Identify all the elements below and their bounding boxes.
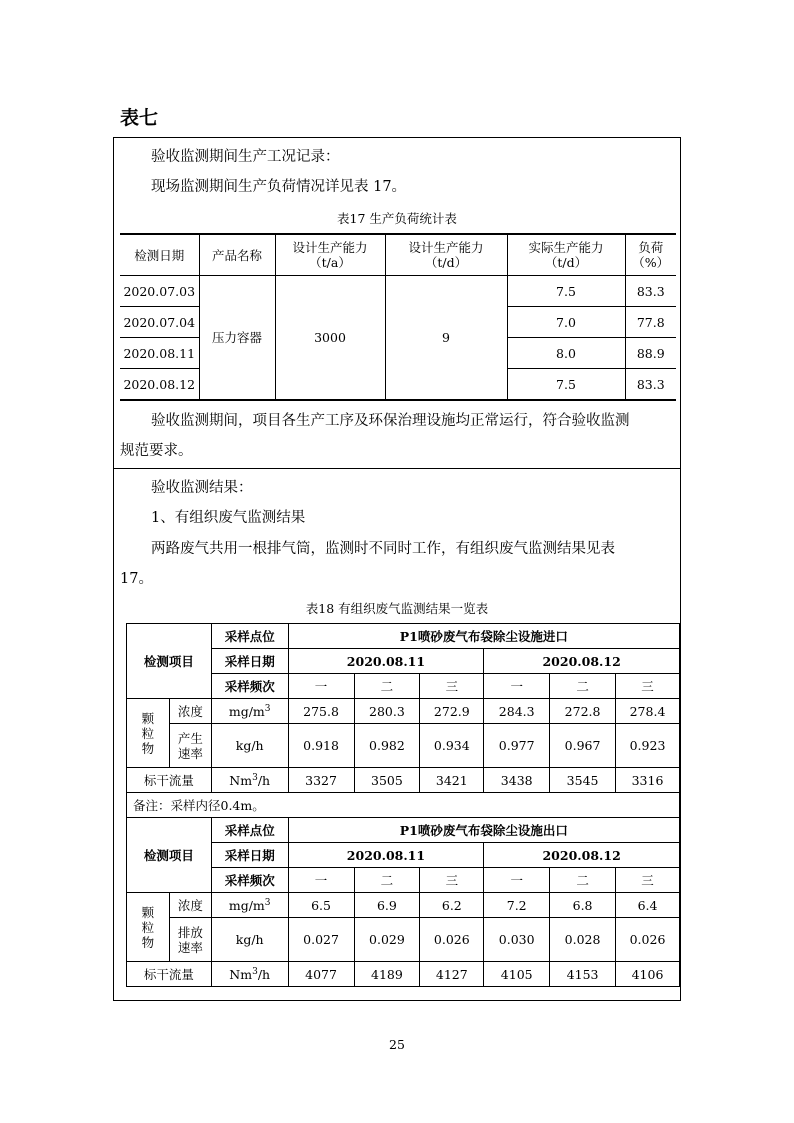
header-product: 产品名称 [199, 234, 275, 276]
header-date: 检测日期 [120, 234, 199, 276]
concentration-unit: $mg/m^3$ [211, 893, 288, 918]
inlet-flow-row [127, 768, 680, 793]
paragraph-operation-line2: 规范要求。 [120, 443, 193, 459]
rate-unit: kg/h [211, 724, 288, 768]
value-cell: 3438 [484, 768, 550, 793]
design-capacity-ta: 3000 [275, 276, 385, 401]
sample-date-label: 采样日期 [211, 843, 288, 868]
row-date: 2020.07.04 [120, 307, 199, 338]
paragraph-exhaust-line2: 17。 [120, 571, 153, 587]
flow-label: 标干流量 [127, 768, 212, 793]
value-cell: 4106 [616, 962, 680, 987]
value-cell: 0.027 [288, 918, 354, 962]
particulate-label: 颗 粒 物 [127, 699, 170, 768]
inlet-point-row [127, 624, 680, 649]
header-design-ta: 设计生产能力 （t/a） [275, 234, 385, 276]
flow-label: 标干流量 [127, 962, 212, 987]
row-date: 2020.08.12 [120, 369, 199, 401]
value-cell: 278.4 [616, 699, 680, 724]
table-row [120, 276, 676, 307]
value-cell: 0.982 [354, 724, 420, 768]
freq-cell: 三 [420, 868, 484, 893]
sample-point-label: 采样点位 [211, 624, 288, 649]
outlet-rate-row [127, 918, 680, 962]
row-date: 2020.07.03 [120, 276, 199, 307]
concentration-label: 浓度 [169, 893, 211, 918]
outlet-point-row [127, 818, 680, 843]
rate-label: 产生 速率 [169, 724, 211, 768]
paragraph-load-reference: 现场监测期间生产负荷情况详见表 17。 [151, 179, 407, 195]
value-cell: 6.9 [354, 893, 420, 918]
header-load: 负荷 （%） [625, 234, 676, 276]
value-cell: 4077 [288, 962, 354, 987]
freq-cell: 一 [288, 674, 354, 699]
freq-cell: 二 [354, 868, 420, 893]
row-load: 88.9 [625, 338, 676, 369]
value-cell: 0.028 [550, 918, 616, 962]
value-cell: 3316 [616, 768, 680, 793]
row-actual: 8.0 [507, 338, 625, 369]
row-actual: 7.0 [507, 307, 625, 338]
value-cell: 0.030 [484, 918, 550, 962]
flow-unit: Nm$^3$/h [211, 962, 288, 987]
page-number: 25 [389, 1037, 405, 1052]
value-cell: 6.4 [616, 893, 680, 918]
section-title: 表七 [120, 107, 159, 129]
organized-gas-results-table [126, 623, 680, 987]
row-load: 77.8 [625, 307, 676, 338]
concentration-label: 浓度 [169, 699, 211, 724]
rate-label: 排放 速率 [169, 918, 211, 962]
value-cell: 0.923 [616, 724, 680, 768]
value-cell: 4153 [550, 962, 616, 987]
freq-cell: 一 [484, 674, 550, 699]
sampling-note: 备注：采样内径0.4m。 [127, 793, 680, 818]
sample-point-label: 采样点位 [211, 818, 288, 843]
paragraph-production-record: 验收监测期间生产工况记录： [151, 149, 340, 165]
inlet-concentration-row [127, 699, 680, 724]
flow-unit: Nm$^3$/h [211, 768, 288, 793]
particulate-label: 颗 粒 物 [127, 893, 170, 962]
row-load: 83.3 [625, 276, 676, 307]
value-cell: 0.934 [420, 724, 484, 768]
value-cell: 272.8 [550, 699, 616, 724]
product-name: 压力容器 [199, 276, 275, 401]
value-cell: 7.2 [484, 893, 550, 918]
header-actual: 实际生产能力 （t/d） [507, 234, 625, 276]
value-cell: 280.3 [354, 699, 420, 724]
value-cell: 3505 [354, 768, 420, 793]
value-cell: 4105 [484, 962, 550, 987]
freq-cell: 二 [550, 674, 616, 699]
paragraph-organized-gas-heading: 1、有组织废气监测结果 [151, 510, 306, 526]
row-load: 83.3 [625, 369, 676, 401]
design-capacity-td: 9 [385, 276, 507, 401]
freq-cell: 一 [288, 868, 354, 893]
value-cell: 275.8 [288, 699, 354, 724]
freq-cell: 二 [550, 868, 616, 893]
outlet-sample-point: P1喷砂废气布袋除尘设施出口 [288, 818, 679, 843]
inlet-rate-row [127, 724, 680, 768]
table18-caption: 表18 有组织废气监测结果一览表 [305, 601, 489, 616]
value-cell: 0.026 [420, 918, 484, 962]
value-cell: 0.967 [550, 724, 616, 768]
value-cell: 3545 [550, 768, 616, 793]
date-cell: 2020.08.12 [484, 843, 680, 868]
paragraph-operation-line1: 验收监测期间，项目各生产工序及环保治理设施均正常运行，符合验收监测 [151, 413, 630, 429]
row-date: 2020.08.11 [120, 338, 199, 369]
outlet-flow-row [127, 962, 680, 987]
sample-freq-label: 采样频次 [211, 674, 288, 699]
item-label: 检测项目 [127, 818, 212, 893]
content-frame [113, 137, 681, 1001]
freq-cell: 三 [420, 674, 484, 699]
value-cell: 0.029 [354, 918, 420, 962]
value-cell: 6.5 [288, 893, 354, 918]
rate-unit: kg/h [211, 918, 288, 962]
inlet-sample-point: P1喷砂废气布袋除尘设施进口 [288, 624, 679, 649]
paragraph-results-heading: 验收监测结果： [151, 480, 253, 496]
value-cell: 272.9 [420, 699, 484, 724]
date-cell: 2020.08.11 [288, 843, 484, 868]
sample-date-label: 采样日期 [211, 649, 288, 674]
value-cell: 4127 [420, 962, 484, 987]
date-cell: 2020.08.11 [288, 649, 484, 674]
table-header-row [120, 234, 676, 276]
freq-cell: 三 [616, 868, 680, 893]
table17-caption: 表17 生产负荷统计表 [337, 211, 457, 226]
value-cell: 6.2 [420, 893, 484, 918]
value-cell: 0.026 [616, 918, 680, 962]
date-cell: 2020.08.12 [484, 649, 680, 674]
value-cell: 3421 [420, 768, 484, 793]
note-row [127, 793, 680, 818]
freq-cell: 一 [484, 868, 550, 893]
sample-freq-label: 采样频次 [211, 868, 288, 893]
outlet-concentration-row [127, 893, 680, 918]
row-actual: 7.5 [507, 276, 625, 307]
value-cell: 0.918 [288, 724, 354, 768]
value-cell: 0.977 [484, 724, 550, 768]
paragraph-exhaust-line1: 两路废气共用一根排气筒，监测时不同时工作，有组织废气监测结果见表 [151, 541, 615, 557]
header-design-td: 设计生产能力 （t/d） [385, 234, 507, 276]
value-cell: 3327 [288, 768, 354, 793]
freq-cell: 二 [354, 674, 420, 699]
value-cell: 284.3 [484, 699, 550, 724]
value-cell: 6.8 [550, 893, 616, 918]
production-load-table [120, 233, 676, 401]
item-label: 检测项目 [127, 624, 212, 699]
section-divider [114, 468, 680, 469]
concentration-unit: $mg/m^3$ [211, 699, 288, 724]
value-cell: 4189 [354, 962, 420, 987]
freq-cell: 三 [616, 674, 680, 699]
row-actual: 7.5 [507, 369, 625, 401]
